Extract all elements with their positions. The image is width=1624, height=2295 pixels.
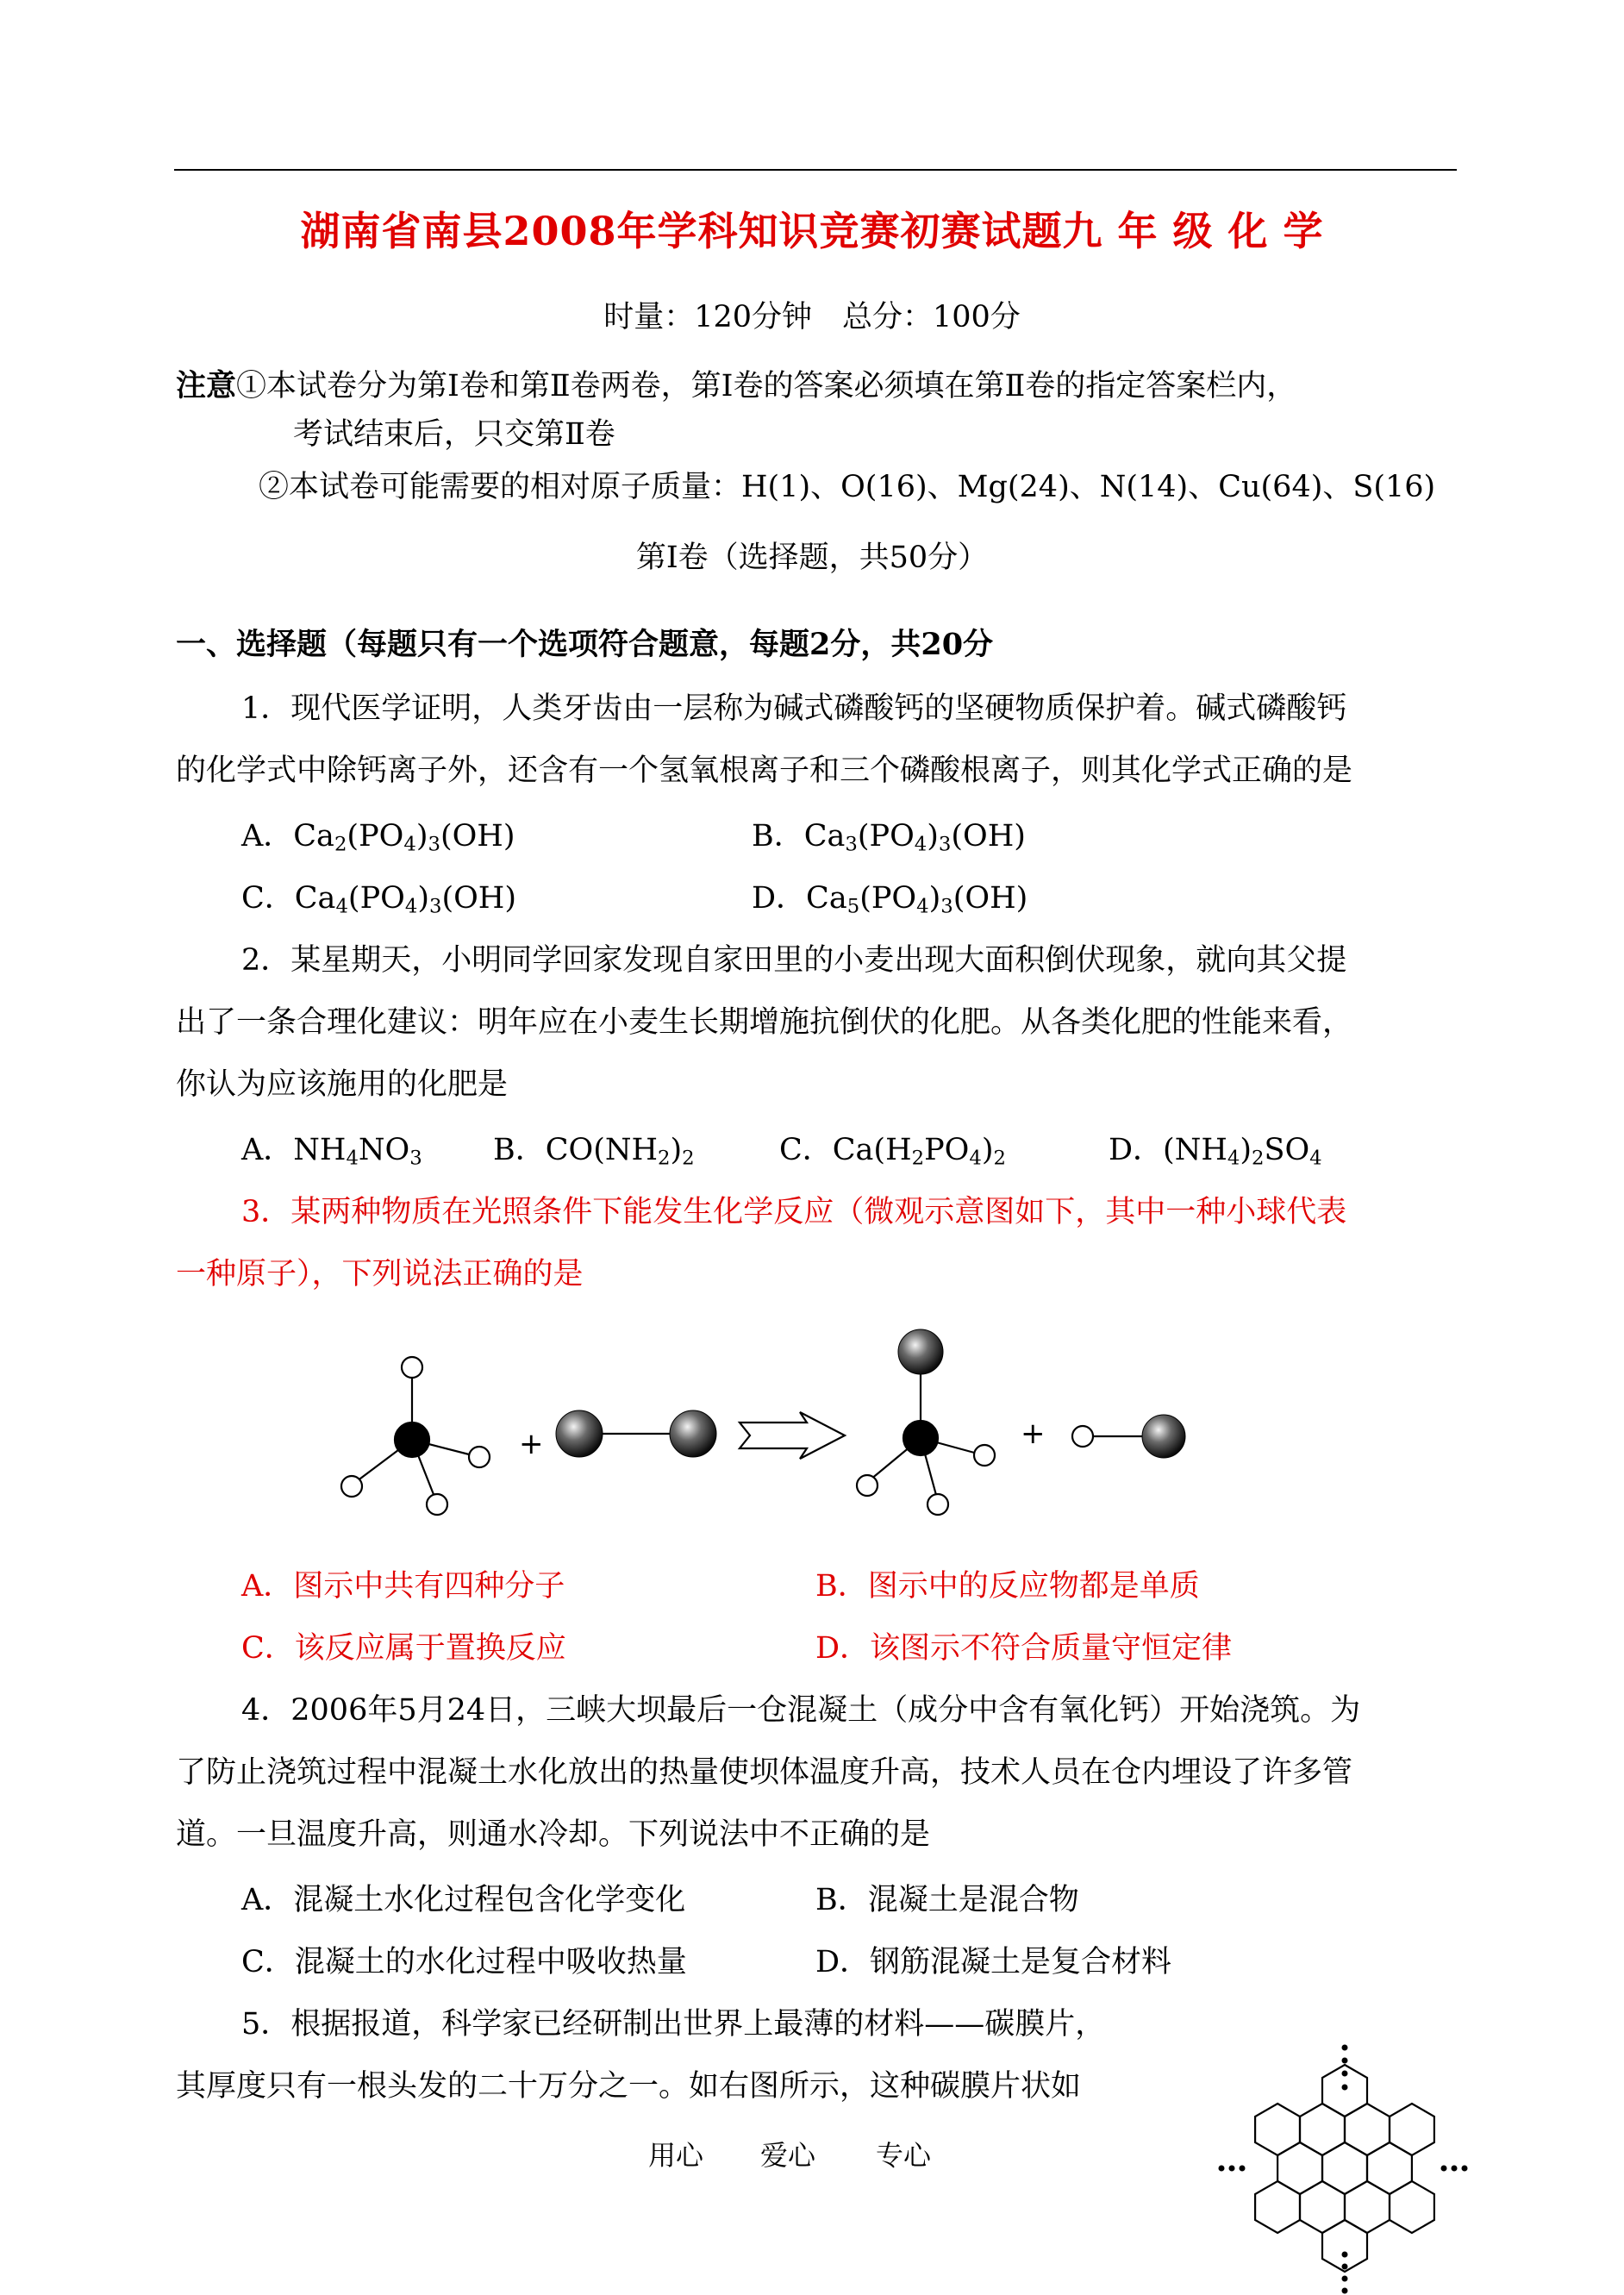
molecule-1	[341, 1357, 490, 1515]
q3-option-c: C．该反应属于置换反应	[241, 1631, 566, 1666]
hexagon-cell	[1255, 2104, 1300, 2155]
q4-line-2: 了防止浇筑过程中混凝土水化放出的热量使坝体温度升高，技术人员在仓内埋设了许多管	[176, 1755, 1353, 1790]
hexagon-cell	[1255, 2181, 1300, 2233]
q2-option-b: B．$CO(NH_2)_2$	[493, 1133, 695, 1170]
note-1-line-2: 考试结束后，只交第Ⅱ卷	[293, 417, 615, 452]
molecule-4	[1072, 1415, 1185, 1458]
hexagon-cell	[1300, 2104, 1345, 2155]
q1-line-1: 1．现代医学证明，人类牙齿由一层称为碱式磷酸钙的坚硬物质保护着。碱式磷酸钙	[241, 691, 1347, 726]
hexagon-cell	[1322, 2142, 1367, 2194]
q4-option-a: A．混凝土水化过程包含化学变化	[241, 1883, 686, 1917]
q2-option-c: C．$Ca(H_2PO_4)_2$	[779, 1133, 1006, 1170]
notes-label: 注意	[176, 368, 237, 403]
hexagon-grid	[1255, 2065, 1434, 2272]
q2-option-a: A．$NH_4NO_3$	[241, 1133, 422, 1170]
q4-line-3: 道。一旦温度升高，则通水冷却。下列说法中不正确的是	[176, 1817, 931, 1852]
q1-line-2: 的化学式中除钙离子外，还含有一个氢氧根离子和三个磷酸根离子，则其化学式正确的是	[176, 754, 1353, 788]
q1-option-c: C．$Ca_4(PO_4)_3(OH)$	[241, 881, 516, 918]
q1-option-b: B．$Ca_3(PO_4)_3(OH)$	[752, 819, 1026, 856]
carbon-film-diagram	[1211, 2039, 1470, 2295]
reaction-arrow	[740, 1412, 845, 1459]
header-rule	[174, 169, 1457, 171]
q5-line-2: 其厚度只有一根头发的二十万分之一。如右图所示，这种碳膜片状如	[176, 2069, 1082, 2104]
section-1-title: 一、选择题（每题只有一个选项符合题意，每题2分，共20分	[176, 627, 994, 662]
footer-text-2: 爱心	[760, 2139, 816, 2172]
hexagon-cell	[1345, 2104, 1390, 2155]
q4-option-d: D．钢筋混凝土是复合材料	[815, 1945, 1172, 1979]
q2-option-d: D．$(NH_4)_2SO_4$	[1109, 1133, 1322, 1170]
q5-line-1: 5．根据报道，科学家已经研制出世界上最薄的材料——碳膜片，	[241, 2007, 1106, 2042]
q3-option-d: D．该图示不符合质量守恒定律	[815, 1631, 1233, 1666]
plus-sign-1: +	[519, 1427, 544, 1461]
hexagon-cell	[1367, 2142, 1412, 2194]
hexagon-cell	[1390, 2181, 1434, 2233]
q3-option-b: B．图示中的反应物都是单质	[815, 1569, 1200, 1604]
note-2: ②本试卷可能需要的相对原子质量：H(1)、O(16)、Mg(24)、N(14)、Cu(64)、S(16)	[259, 470, 1436, 504]
notes-block	[176, 367, 1296, 405]
q3-line-1: 3．某两种物质在光照条件下能发生化学反应（微观示意图如下，其中一种小球代表	[241, 1195, 1347, 1229]
ellipsis-dots	[1219, 2045, 1468, 2294]
q4-option-b: B．混凝土是混合物	[815, 1883, 1079, 1917]
q3-option-a: A．图示中共有四种分子	[241, 1569, 565, 1604]
hexagon-cell	[1390, 2104, 1434, 2155]
q2-line-3: 你认为应该施用的化肥是	[176, 1067, 509, 1102]
q3-line-2: 一种原子），下列说法正确的是	[176, 1257, 584, 1291]
part-1-title: 第Ⅰ卷（选择题，共50分）	[635, 541, 989, 575]
footer-text-1: 用心	[648, 2139, 704, 2172]
footer-text-3: 专心	[876, 2139, 932, 2172]
plus-sign-2: +	[1021, 1416, 1046, 1451]
exam-timing: 时量：120分钟 总分：100分	[603, 300, 1021, 335]
page-title: 湖南省南县2008年学科知识竞赛初赛试题九 年 级 化 学	[300, 208, 1324, 254]
q2-line-1: 2．某星期天，小明同学回家发现自家田里的小麦出现大面积倒伏现象，就向其父提	[241, 943, 1347, 978]
reaction-diagram	[328, 1328, 1207, 1526]
note-1-line-1: ①本试卷分为第Ⅰ卷和第Ⅱ卷两卷，第Ⅰ卷的答案必须填在第Ⅱ卷的指定答案栏内，	[236, 369, 1297, 403]
q1-option-a: A．$Ca_2(PO_4)_3(OH)$	[241, 819, 515, 856]
q2-line-2: 出了一条合理化建议：明年应在小麦生长期增施抗倒伏的化肥。从各类化肥的性能来看，	[176, 1005, 1353, 1040]
molecule-3	[857, 1329, 995, 1515]
q4-option-c: C．混凝土的水化过程中吸收热量	[241, 1945, 687, 1979]
q4-line-1: 4．2006年5月24日，三峡大坝最后一仓混凝土（成分中含有氧化钙）开始浇筑。为	[241, 1693, 1361, 1728]
hexagon-cell	[1277, 2142, 1322, 2194]
molecule-2	[556, 1410, 716, 1457]
q1-option-d: D．$Ca_5(PO_4)_3(OH)$	[752, 881, 1028, 918]
hexagon-cell	[1300, 2181, 1345, 2233]
hexagon-cell	[1345, 2181, 1390, 2233]
